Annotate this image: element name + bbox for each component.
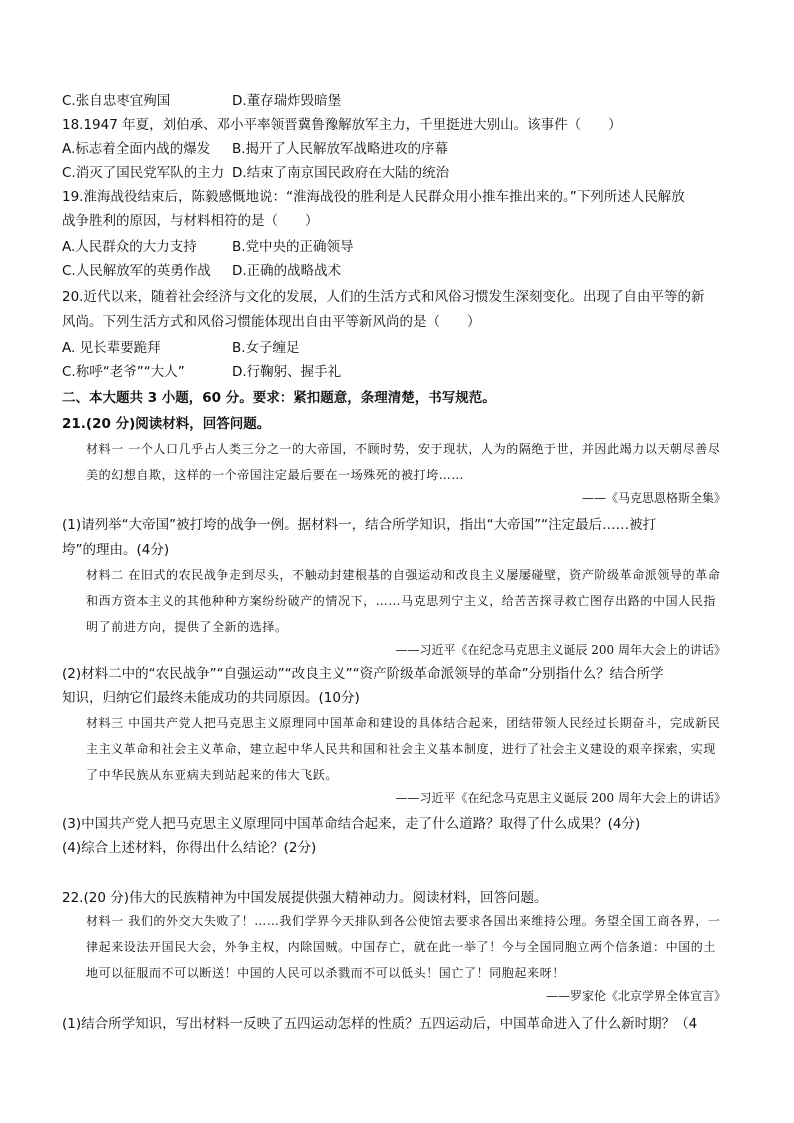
q17-options-row bbox=[62, 91, 702, 111]
q20-option-a: A. 见长辈要跪拜 bbox=[62, 340, 161, 356]
q19-stem-line-2: 战争胜利的原因，与材料相符的是（ ） bbox=[62, 213, 319, 229]
q18-option-d: D.结束了南京国民政府在大陆的统治 bbox=[232, 165, 450, 181]
q20-stem-line-1: 20.近代以来，随着社会经济与文化的发展，人们的生活方式和风俗习惯发生深刻变化。出现了自由平等的新 bbox=[62, 289, 705, 305]
q19-stem-line-1: 19.淮海战役结束后，陈毅感慨地说：“淮海战役的胜利是人民群众用小推车推出来的。”下列所述人民解放 bbox=[62, 189, 685, 205]
q21-material-3-text: 材料三 中国共产党人把马克思主义原理同中国革命和建设的具体结合起来，团结带领人民经过长期奋斗，完成新民主主义革命和社会主义革命，建立起中华人民共和国和社会主义基本制度，进行了社会主义建设的艰辛探索，实现了中华民族从东亚病夫到站起来的伟大飞跃。 bbox=[86, 716, 721, 782]
q21-sub-1-line-1: (1)请列举“大帝国”被打垮的战争一例。据材料一，结合所学知识，指出“大帝国”“注定最后……被打 bbox=[62, 517, 657, 533]
q21-heading: 21.(20 分)阅读材料，回答问题。 bbox=[62, 416, 271, 432]
q21-material-3 bbox=[62, 710, 726, 788]
q21-material-2-text: 材料二 在旧式的农民战争走到尽头，不触动封建根基的自强运动和改良主义屡屡碰壁，资产阶级革命派领导的革命和西方资本主义的其他种种方案纷纷破产的情况下，……马克思列宁主义，给苦苦探寻救亡图存出路的中国人民指明了前进方向，提供了全新的选择。 bbox=[86, 568, 721, 634]
q21-sub-2-line-1: (2)材料二中的“农民战争”“自强运动”“改良主义”“资产阶级革命派领导的革命”分别指什么？结合所学 bbox=[62, 666, 664, 682]
q21-sub-1-line-2: 垮”的理由。(4分) bbox=[62, 542, 170, 558]
q21-material-3-source: ——习近平《在纪念马克思主义诞辰 200 周年大会上的讲话》 bbox=[395, 791, 726, 805]
q21-sub-4: (4)综合上述材料，你得出什么结论？(2分) bbox=[62, 840, 317, 856]
q19-option-d: D.正确的战略战术 bbox=[232, 263, 342, 279]
q21-sub-3: (3)中国共产党人把马克思主义原理同中国革命结合起来，走了什么道路？取得了什么成果？(4分) bbox=[62, 816, 641, 832]
section-heading: 二、本大题共 3 小题，60 分。要求：紧扣题意，条理清楚，书写规范。 bbox=[62, 390, 496, 406]
q18-stem: 18.1947 年夏，刘伯承、邓小平率领晋冀鲁豫解放军主力，千里挺进大别山。该事件（ ） bbox=[62, 117, 622, 133]
q20-options-row-2 bbox=[62, 362, 702, 382]
q20-option-d: D.行鞠躬、握手礼 bbox=[232, 364, 342, 380]
q18-option-c: C.消灭了国民党军队的主力 bbox=[62, 165, 225, 181]
q20-option-b: B.女子缠足 bbox=[232, 340, 300, 356]
q21-material-2 bbox=[62, 562, 726, 640]
q21-sub-2-line-2: 知识，归纳它们最终未能成功的共同原因。(10分) bbox=[62, 690, 360, 706]
q22-heading: 22.(20 分)伟大的民族精神为中国发展提供强大精神动力。阅读材料，回答问题。 bbox=[62, 890, 548, 906]
q19-option-a: A.人民群众的大力支持 bbox=[62, 239, 197, 255]
q22-material-1-text: 材料一 我们的外交大失败了！……我们学界今天排队到各公使馆去要求各国出来维持公理。务望全国工商各界，一律起来设法开国民大会，外争主权，内除国贼。中国存亡，就在此一举了！今与全国同胞立两个信条道：中国的土地可以征服而不可以断送！中国的人民可以杀戮而不可以低头！国亡了！同胞起来呀！ bbox=[86, 914, 721, 980]
q19-option-c: C.人民解放军的英勇作战 bbox=[62, 263, 211, 279]
q18-options-row-2 bbox=[62, 163, 702, 183]
q21-material-1-text: 材料一 一个人口几乎占人类三分之一的大帝国，不顾时势，安于现状，人为的隔绝于世，并因此竭力以天朝尽善尽美的幻想自欺，这样的一个帝国注定最后要在一场殊死的被打垮…… bbox=[86, 442, 721, 482]
q18-options-row-1 bbox=[62, 139, 702, 159]
q18-option-a: A.标志着全面内战的爆发 bbox=[62, 141, 211, 157]
q19-options-row-2 bbox=[62, 261, 702, 281]
q17-option-d: D.董存瑞炸毁暗堡 bbox=[232, 93, 342, 109]
q17-option-c: C.张自忠枣宜殉国 bbox=[62, 93, 171, 109]
q22-material-1-source: ——罗家伦《北京学界全体宣言》 bbox=[545, 989, 726, 1003]
q21-material-2-source: ——习近平《在纪念马克思主义诞辰 200 周年大会上的讲话》 bbox=[395, 643, 726, 657]
q22-sub-1: (1)结合所学知识，写出材料一反映了五四运动怎样的性质？五四运动后，中国革命进入了什么新时期？（4 bbox=[62, 1016, 698, 1032]
q19-options-row-1 bbox=[62, 237, 702, 257]
q19-option-b: B.党中央的正确领导 bbox=[232, 239, 354, 255]
q21-material-1-source: ——《马克思恩格斯全集》 bbox=[581, 491, 726, 505]
q21-material-1 bbox=[62, 436, 726, 488]
q20-option-c: C.称呼“老爷”“大人” bbox=[62, 364, 185, 380]
q20-stem-line-2: 风尚。下列生活方式和风俗习惯能体现出自由平等新风尚的是（ ） bbox=[62, 314, 481, 330]
q18-option-b: B.揭开了人民解放军战略进攻的序幕 bbox=[232, 141, 449, 157]
q22-material-1 bbox=[62, 908, 726, 986]
q20-options-row-1 bbox=[62, 338, 702, 358]
